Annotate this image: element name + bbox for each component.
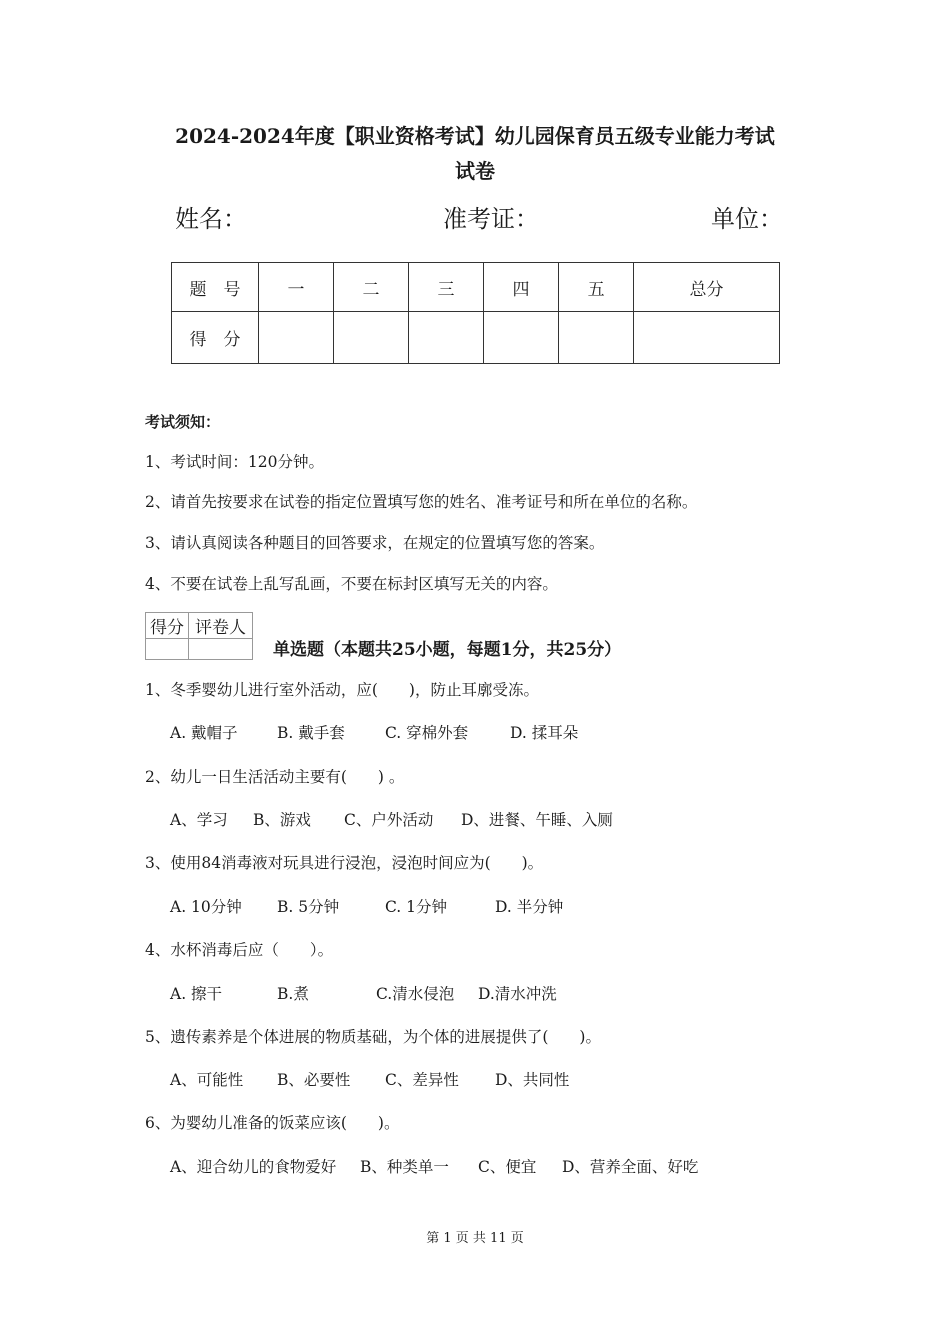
- option: A、迎合幼儿的食物爱好: [170, 1158, 337, 1176]
- notice-item: 1、考试时间：120分钟。: [145, 453, 324, 471]
- option: D. 揉耳朵: [510, 724, 579, 742]
- option: D.清水冲洗: [478, 985, 557, 1003]
- option: D、营养全面、好吃: [562, 1158, 699, 1176]
- grader-name-cell[interactable]: [189, 639, 253, 660]
- option: D、进餐、午睡、入厕: [461, 811, 613, 829]
- name-label: 姓名：: [175, 205, 247, 233]
- page-footer: 第 1 页 共 11 页: [426, 1231, 524, 1246]
- option: B. 5分钟: [277, 898, 340, 916]
- question-stem: 6、为婴幼儿准备的饭菜应该( )。: [145, 1114, 400, 1132]
- option: C、便宜: [478, 1158, 537, 1176]
- question-stem: 2、幼儿一日生活活动主要有( ) 。: [145, 768, 405, 786]
- grader-score-cell[interactable]: [146, 639, 189, 660]
- option: B、种类单一: [360, 1158, 449, 1176]
- option: C、户外活动: [344, 811, 434, 829]
- page-title-continued: 试卷: [455, 159, 495, 183]
- question-stem: 3、使用84消毒液对玩具进行浸泡，浸泡时间应为( )。: [145, 854, 544, 872]
- score-input-cell[interactable]: [484, 312, 559, 364]
- notice-item: 4、不要在试卷上乱写乱画，不要在标封区填写无关的内容。: [145, 575, 558, 593]
- score-input-cell[interactable]: [634, 312, 780, 364]
- score-row-label: 得 分: [172, 312, 259, 364]
- option: A. 10分钟: [170, 898, 242, 916]
- option: B、必要性: [277, 1071, 351, 1089]
- score-header-cell: 三: [409, 263, 484, 312]
- option: B. 戴手套: [277, 724, 345, 742]
- option: A、学习: [170, 811, 228, 829]
- score-input-cell[interactable]: [334, 312, 409, 364]
- question-stem: 1、冬季婴幼儿进行室外活动，应( )，防止耳廓受冻。: [145, 681, 539, 699]
- option: C. 1分钟: [385, 898, 448, 916]
- score-header-cell: 总分: [634, 263, 780, 312]
- option: B.煮: [277, 985, 309, 1003]
- score-input-cell[interactable]: [259, 312, 334, 364]
- score-header-cell: 一: [259, 263, 334, 312]
- score-table: [171, 262, 780, 364]
- option: C. 穿棉外套: [385, 724, 469, 742]
- notice-heading: 考试须知：: [145, 413, 221, 431]
- question-stem: 4、水杯消毒后应（ ）。: [145, 941, 334, 959]
- notice-item: 3、请认真阅读各种题目的回答要求，在规定的位置填写您的答案。: [145, 534, 605, 552]
- option: B、游戏: [253, 811, 311, 829]
- notice-item: 2、请首先按要求在试卷的指定位置填写您的姓名、准考证号和所在单位的名称。: [145, 493, 698, 511]
- page-title: 2024-2024年度【职业资格考试】幼儿园保育员五级专业能力考试: [175, 124, 775, 148]
- grader-table: [145, 612, 253, 660]
- question-stem: 5、遗传素养是个体进展的物质基础，为个体的进展提供了( )。: [145, 1028, 601, 1046]
- exam-id-label: 准考证：: [443, 205, 539, 233]
- option: C.清水侵泡: [376, 985, 455, 1003]
- grader-score-label: 得分: [146, 613, 189, 639]
- score-header-cell: 五: [559, 263, 634, 312]
- score-header-cell: 二: [334, 263, 409, 312]
- score-input-cell[interactable]: [409, 312, 484, 364]
- score-header-cell: 题 号: [172, 263, 259, 312]
- section-title: 单选题（本题共25小题，每题1分，共25分）: [273, 640, 622, 660]
- option: A、可能性: [170, 1071, 244, 1089]
- option: A. 擦干: [170, 985, 223, 1003]
- option: C、差异性: [385, 1071, 459, 1089]
- grader-name-label: 评卷人: [189, 613, 253, 639]
- score-input-cell[interactable]: [559, 312, 634, 364]
- option: D、共同性: [495, 1071, 570, 1089]
- option: D. 半分钟: [495, 898, 564, 916]
- unit-label: 单位：: [711, 205, 783, 233]
- score-header-cell: 四: [484, 263, 559, 312]
- option: A. 戴帽子: [170, 724, 238, 742]
